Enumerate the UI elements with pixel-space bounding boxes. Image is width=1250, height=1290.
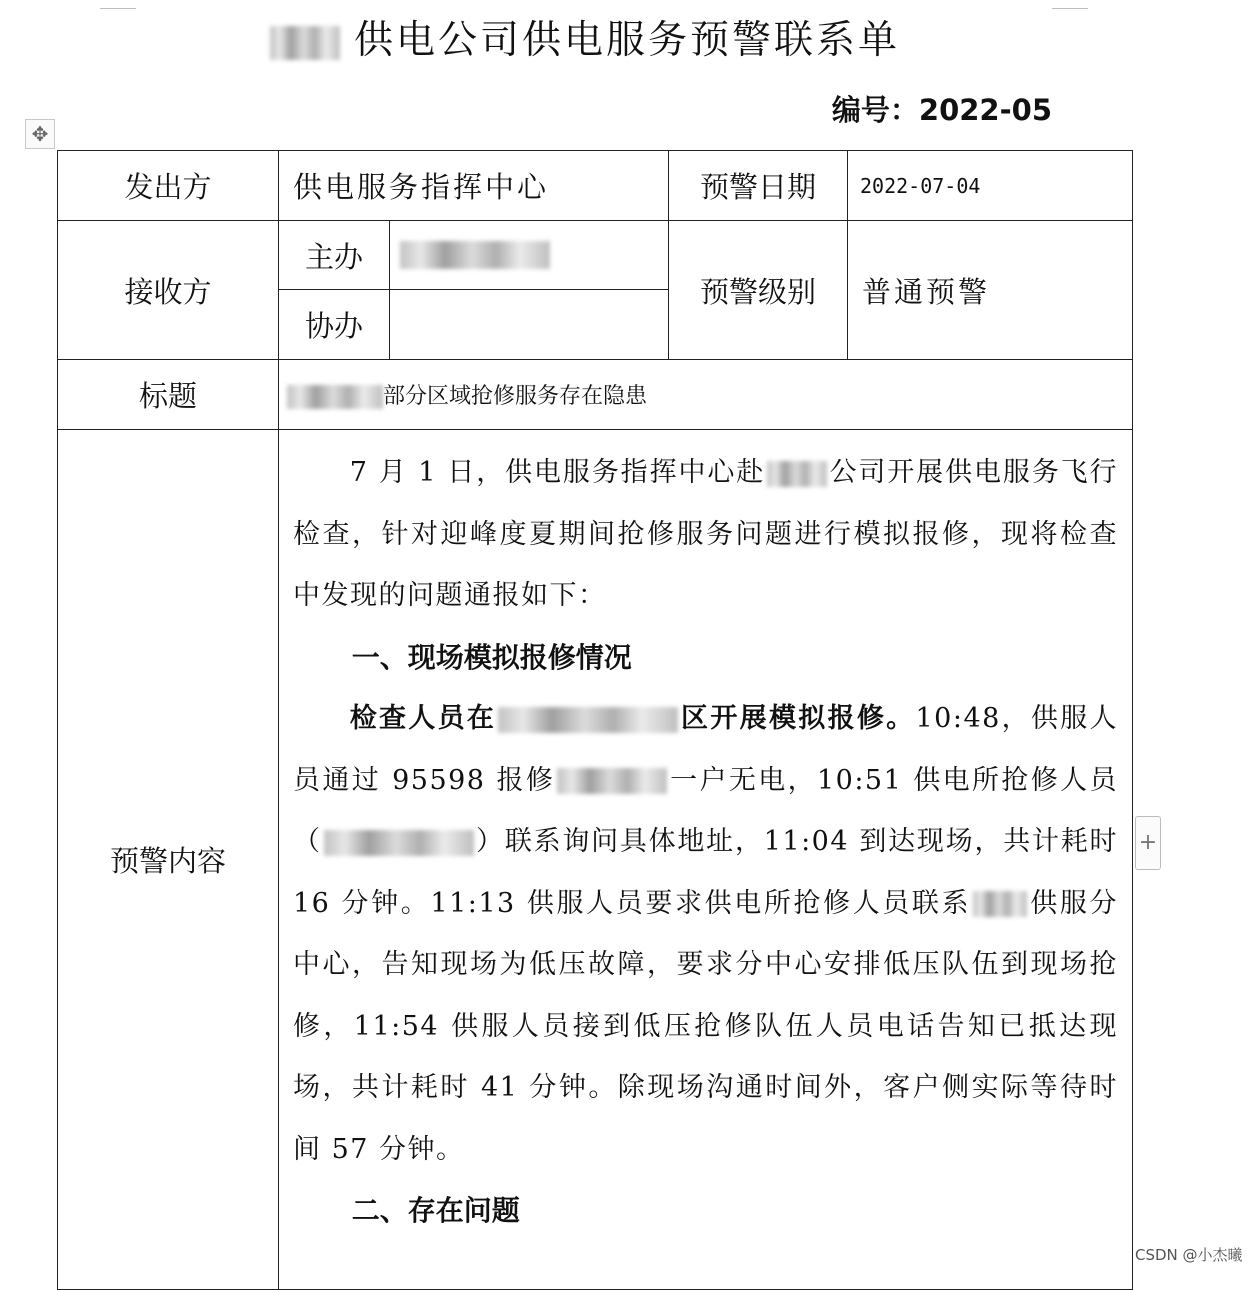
warning-form-table	[57, 150, 1133, 1290]
warning-date-label: 预警日期	[669, 151, 848, 221]
document-title-text: 供电公司供电服务预警联系单	[354, 18, 901, 63]
assist-handler-value[interactable]	[390, 290, 669, 360]
recipient-row-primary	[58, 221, 1133, 290]
redacted-subject-prefix	[287, 385, 383, 409]
subject-text: 部分区域抢修服务存在隐患	[383, 384, 648, 409]
p2-part-c: ）联系询问具体地址，11:04 到达现场，共计耗时 16 分钟。11:13 供服人员要求供电所抢修人员联系	[293, 826, 1119, 919]
subject-label: 标题	[58, 360, 279, 430]
warning-level-value[interactable]: 普通预警	[848, 221, 1133, 360]
page-corner-left	[100, 0, 136, 9]
warning-date-value[interactable]: 2022-07-04	[848, 151, 1133, 221]
redacted-location	[498, 707, 678, 733]
document-title	[270, 16, 900, 66]
primary-handler-label: 主办	[279, 221, 390, 290]
redacted-address	[557, 768, 667, 794]
content-row	[58, 430, 1133, 1290]
assist-handler-label: 协办	[279, 290, 390, 360]
redacted-company-name	[270, 26, 340, 60]
redacted-primary-handler	[400, 241, 550, 269]
warning-content[interactable]	[279, 430, 1133, 1290]
primary-handler-value[interactable]	[390, 221, 669, 290]
section-heading-2: 二、存在问题	[351, 1194, 520, 1227]
content-label: 预警内容	[58, 430, 279, 1290]
watermark: CSDN @小杰曦	[1135, 1246, 1243, 1264]
issuer-value[interactable]: 供电服务指挥中心	[279, 151, 669, 221]
p2-lead-part-b: 区开展模拟报修。	[680, 703, 916, 734]
subject-value[interactable]	[279, 360, 1133, 430]
page-corner-right	[1052, 0, 1088, 9]
issuer-row	[58, 151, 1133, 221]
document-number-label: 编号：	[831, 93, 919, 127]
p1-part-b: 公司开展供电服务飞行检查，针对迎峰度夏期间抢修服务问题进行模拟报修，现将检查中发现的问题通报如下：	[293, 457, 1119, 611]
document-number-value: 2022-05	[918, 93, 1052, 127]
content-paragraph-2	[293, 688, 1118, 1180]
document-number	[832, 90, 1052, 130]
issuer-label: 发出方	[58, 151, 279, 221]
p2-part-b: 一户无电，10:51 供电所抢修人员（	[293, 764, 1119, 857]
table-move-handle-icon[interactable]: ✥	[25, 119, 55, 149]
p2-part-a: 10:48，供服人员通过 95598 报修	[293, 703, 1119, 796]
recipient-label: 接收方	[58, 221, 279, 360]
redacted-branch-name	[767, 461, 827, 487]
add-column-plus-icon[interactable]: +	[1135, 816, 1161, 870]
p2-part-d: 供服分中心，告知现场为低压故障，要求分中心安排低压队伍到现场抢修，11:54 供服人员接到低压抢修队伍人员电话告知已抵达现场，共计耗时 41 分钟。除现场沟通时间外，客户侧实际等待时间 57 分钟。	[293, 887, 1119, 1165]
redacted-district-name	[973, 891, 1027, 917]
subject-row	[58, 360, 1133, 430]
p2-lead-part-a: 检查人员在	[349, 703, 497, 734]
section-heading-1: 一、现场模拟报修情况	[351, 640, 632, 674]
redacted-staff-name	[324, 830, 474, 856]
content-paragraph-1	[293, 442, 1118, 627]
warning-level-label: 预警级别	[669, 221, 848, 360]
p1-part-a: 7 月 1 日，供电服务指挥中心赴	[349, 457, 766, 488]
